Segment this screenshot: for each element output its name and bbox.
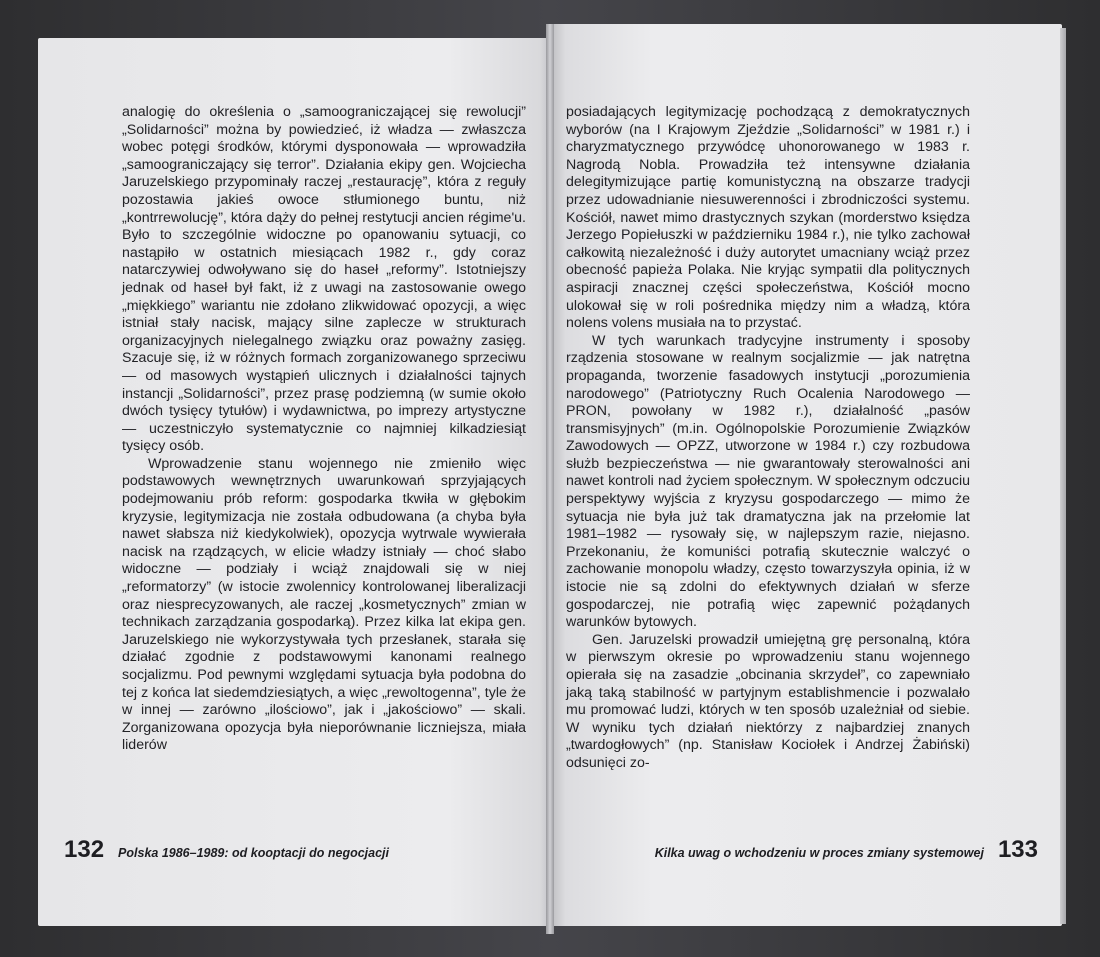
left-running-title: Polska 1986–1989: od kooptacji do negocjacji [118,846,389,860]
page-edge [1060,28,1066,924]
left-page-footer [64,836,389,864]
right-page-body [566,104,970,773]
right-page-footer [655,836,1038,864]
right-page [550,24,1062,926]
left-paragraph-2: Wprowadzenie stanu wojennego nie zmieniło więc podstawowych wewnętrznych uwarunkowań sprzyjających podejmowaniu prób reform: gospodarka tkwiła w głębokim kryzysie, legitymizacja nie została odbudowana (a chyba była nawet słabsza niż kiedykolwiek), opozycja wytrwale wywierała nacisk na rządzących, w elicie władzy istniały — choć słabo widoczne — podziały i wciąż znajdowali się w niej „reformatorzy” (w istocie zwolennicy kontrolowanej liberalizacji oraz niesprecyzowanych, ale raczej „kosmetycznych” zmian w technikach zarządzania gospodarką). Przez kilka lat ekipa gen. Jaruzelskiego nie wykorzystywała tych przesłanek, starała się działać zgodnie z podstawowymi kanonami realnego socjalizmu. Pod pewnymi względami sytuacja była podobna do tej z końca lat siedemdziesiątych, a więc „rewoltogenna”, tyle że w innej — zarówno „ilościowo”, jak i „jakościowo” — skali. Zorganizowana opozycja była nieporównanie liczniejsza, miała liderów [122,455,526,754]
right-page-number: 133 [997,836,1038,863]
right-running-title: Kilka uwag o wchodzeniu w proces zmiany systemowej [654,846,984,860]
book-gutter [546,24,554,934]
left-paragraph-1: analogię do określenia o „samoograniczającej się rewolucji” „Solidarności” można by powiedzieć, iż władza — zwłaszcza wobec potęgi środków, którymi dysponowała — wprowadziła „samoograniczający się terror”. Działania ekipy gen. Wojciecha Jaruzelskiego przypominały raczej „restaurację”, która z reguły pozostawia jakieś owoce stłumionego buntu, niż „kontrrewolucję”, która dąży do pełnej restytucji ancien régime'u. Było to szczególnie widoczne po opanowaniu sytuacji, co nastąpiło w ostatnich miesiącach 1982 r., gdy coraz natarczywiej odwoływano się do haseł „reformy”. Istotniejszy jednak od haseł był fakt, iż z uwagi na zastosowanie owego „miękkiego” wariantu nie zdołano zlikwidować opozycji, a więc istniał stały nacisk, mający silne zaplecze w strukturach organizacyjnych nielegalnego związku oraz poważny zasięg. Szacuje się, iż w różnych formach zorganizowanego sprzeciwu — od masowych wystąpień ulicznych i działalności tajnych instancji „Solidarności”, przez prasę podziemną (w sumie około dwóch tysięcy tytułów) i wydawnictwa, po imprezy artystyczne — uczestniczyło systematycznie co najmniej kilkadziesiąt tysięcy osób. [122,104,526,455]
left-page-number: 132 [64,836,105,863]
right-paragraph-1: posiadających legitymizację pochodzącą z demokratycznych wyborów (na I Krajowym Zjeździe „Solidarności” w 1981 r.) i charyzmatycznego przywódcę uhonorowanego w 1983 r. Nagrodą Nobla. Prowadziła też intensywne działania delegitymizujące partię komunistyczną na obszarze tradycji przez udowadnianie niesuwerenności i zbrodniczości systemu. Kościół, nawet mimo drastycznych szykan (morderstwo księdza Jerzego Popiełuszki w październiku 1984 r.), nie tylko zachował całkowitą niezależność i duży autorytet umacniany wciąż przez obecność papieża Polaka. Nie kryjąc sympatii dla politycznych aspiracji znacznej części społeczeństwa, Kościół mocno ulokował się w roli pośrednika między nim a władzą, która nolens volens musiała na to przystać. [566,104,970,332]
right-paragraph-2: W tych warunkach tradycyjne instrumenty i sposoby rządzenia stosowane w realnym socjalizmie — jak natrętna propaganda, tworzenie fasadowych instytucji „porozumienia narodowego” (Patriotyczny Ruch Ocalenia Narodowego — PRON, powołany w 1982 r.), działalność „pasów transmisyjnych” (m.in. Ogólnopolskie Porozumienie Związków Zawodowych — OPZZ, utworzone w 1984 r.) czy rozbudowa służb bezpieczeństwa — nie gwarantowały sterowalności ani nawet kontroli nad życiem społecznym. W społecznym odczuciu perspektywy wyjścia z kryzysu gospodarczego — mimo że sytuacja nie była już tak dramatyczna jak na przełomie lat 1981–1982 — rysowały się, w najlepszym razie, niejasno. Przekonaniu, że komuniści potrafią skutecznie walczyć o zachowanie monopolu władzy, często towarzyszyła opinia, iż w istocie nie są zdolni do efektywnych działań w sferze gospodarczej, nie potrafią więc zapewnić pożądanych warunków bytowych. [566,332,970,631]
left-page-body [122,104,526,755]
right-paragraph-3: Gen. Jaruzelski prowadził umiejętną grę personalną, która w pierwszym okresie po wprowadzeniu stanu wojennego opierała się na zasadzie „obcinania skrzydeł”, co zapewniało jaką taką stabilność w partyjnym establishmencie i pozwalało mu promować ludzi, których w ten sposób uzależniał od siebie. W wyniku tych działań niektórzy z najbardziej znanych „twardogłowych” (np. Stanisław Kociołek i Andrzej Żabiński) odsunięci zo- [566,631,970,771]
left-page [38,38,550,926]
